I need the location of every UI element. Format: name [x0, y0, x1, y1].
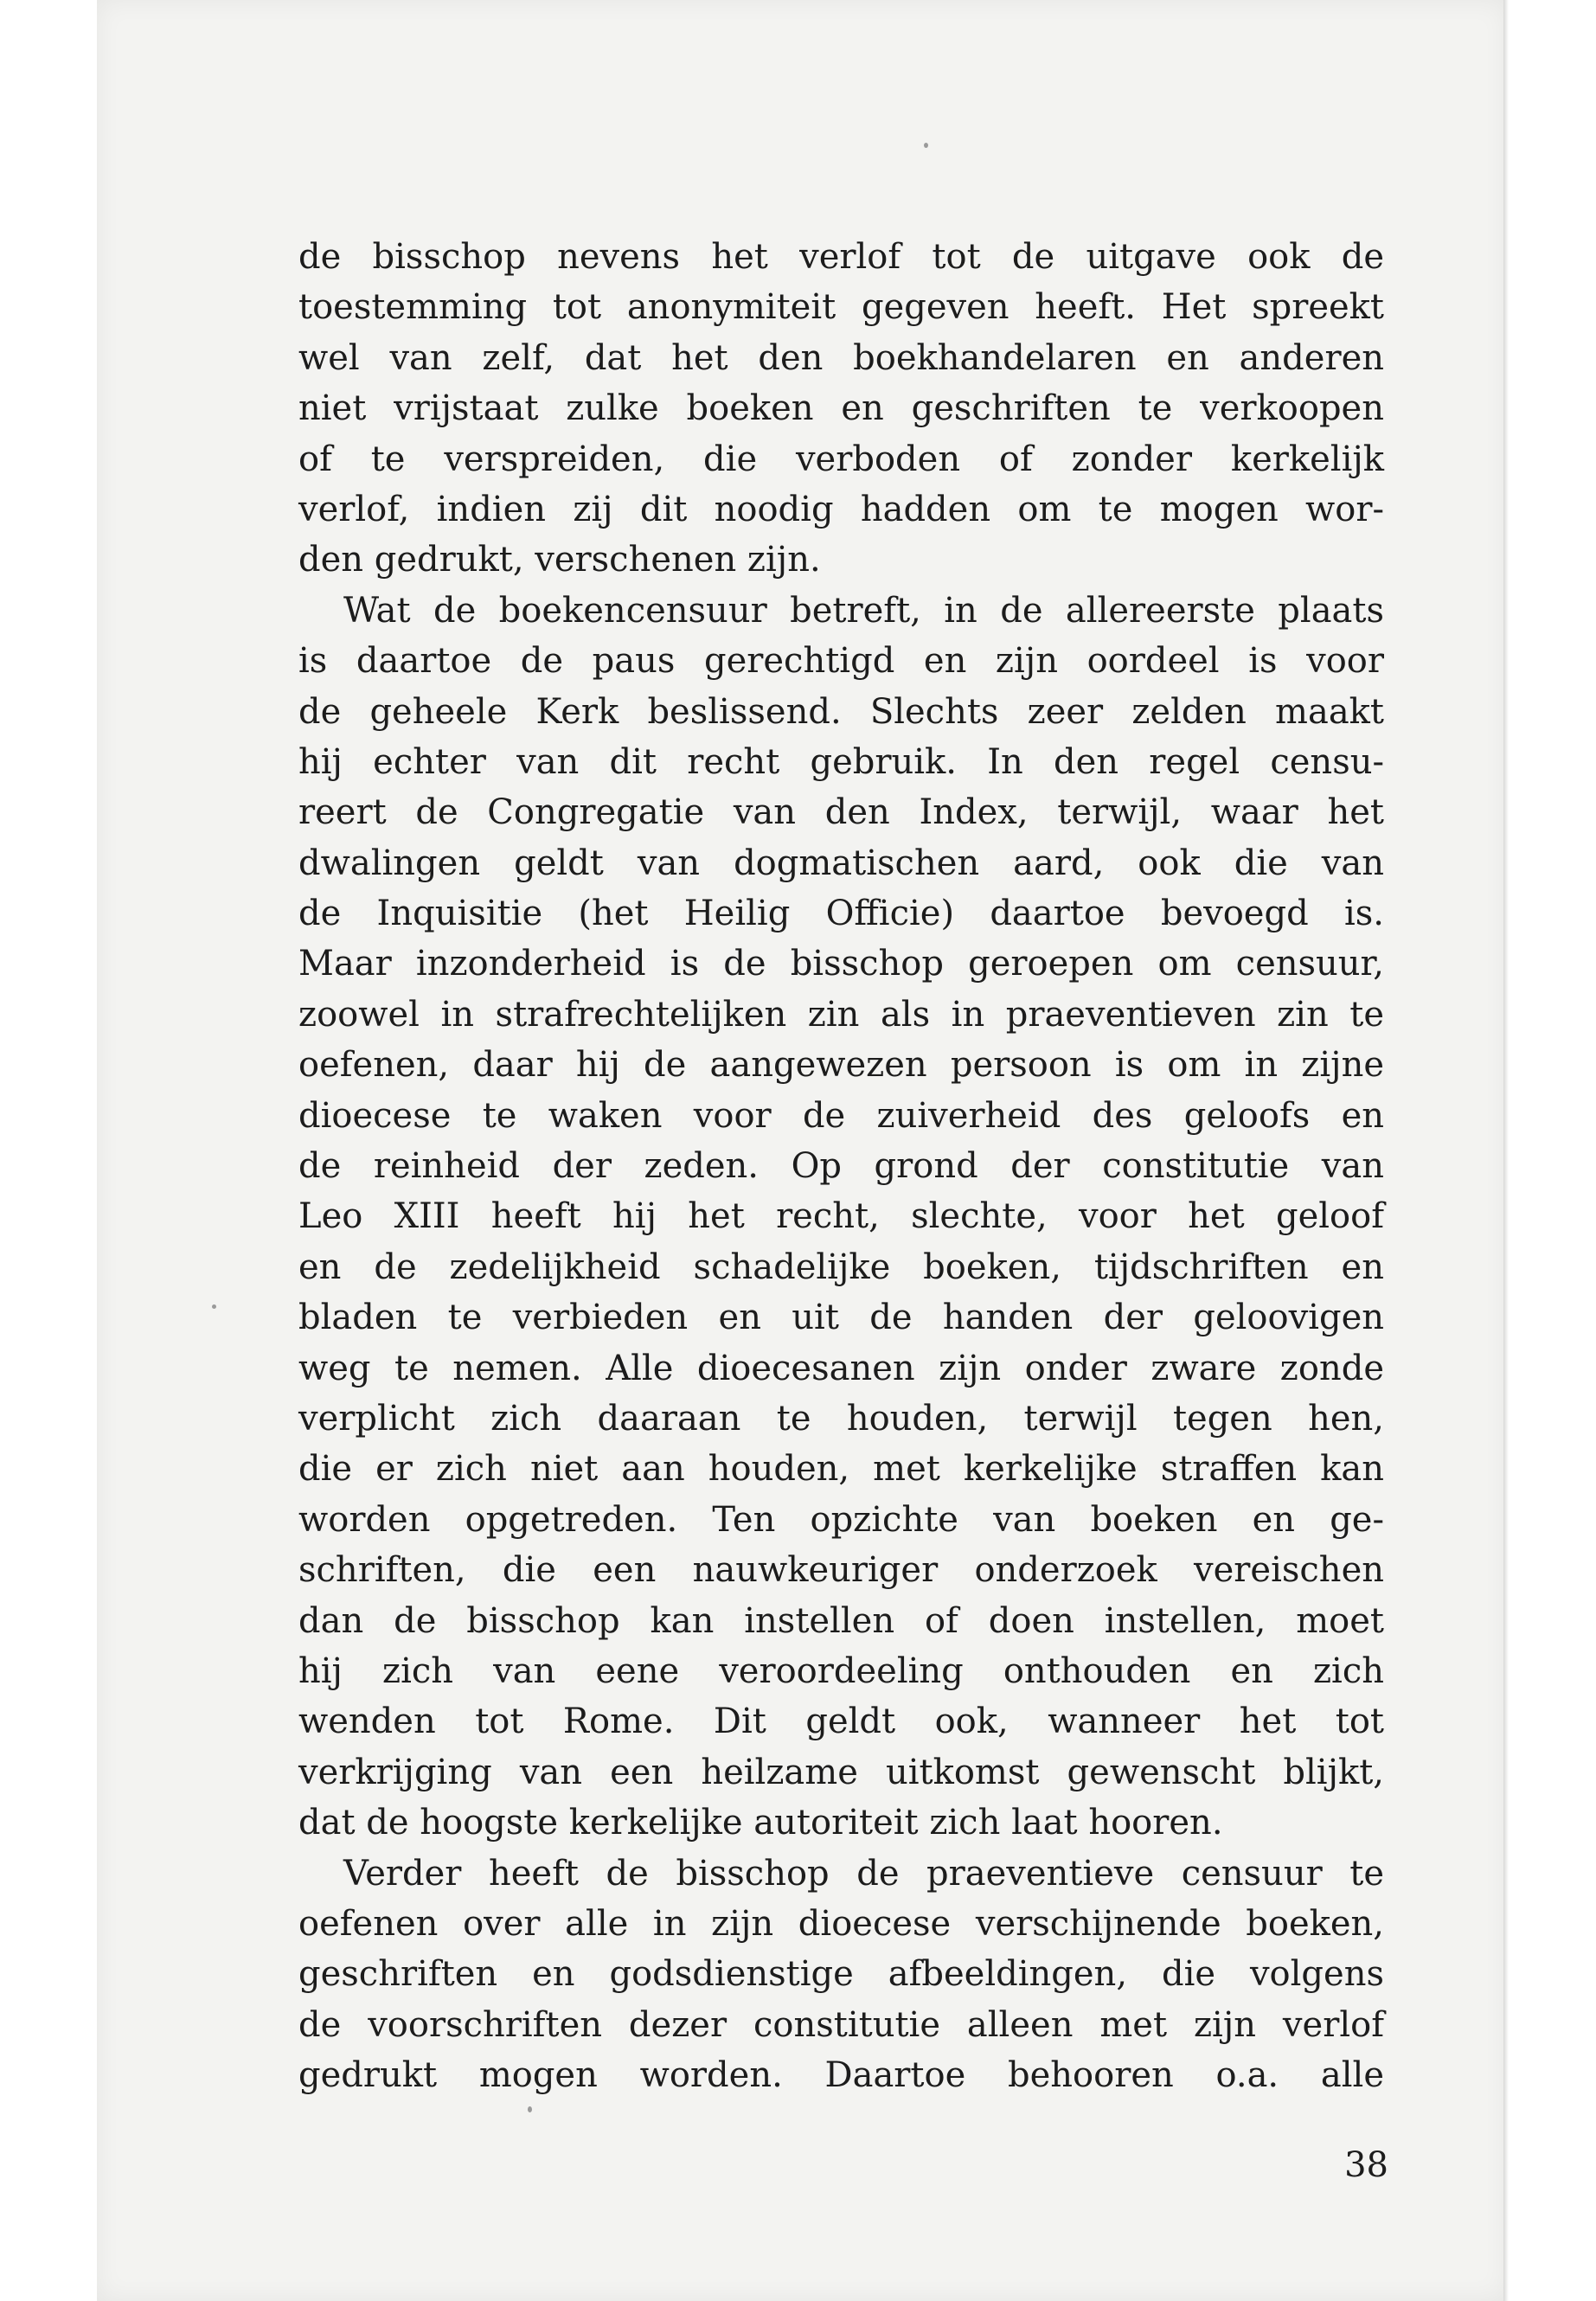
text-line: dioecese te waken voor de zuiverheid des geloofs en [298, 1095, 1384, 1136]
text-line: verlof, indien zij dit noodig hadden om te mogen wor- [298, 489, 1384, 529]
text-line: en de zedelijkheid schadelijke boeken, tijdschriften en [298, 1247, 1384, 1287]
text-line: oefenen, daar hij de aangewezen persoon is om in zijne [298, 1045, 1384, 1086]
text-line: de voorschriften dezer constitutie alleen met zijn verlof [298, 2004, 1384, 2045]
text-line: is daartoe de paus gerechtigd en zijn oordeel is voor [298, 641, 1384, 682]
text-line: de Inquisitie (het Heilig Officie) daartoe bevoegd is. [298, 894, 1384, 934]
text-line: Maar inzonderheid is de bisschop geroepen om censuur, [298, 944, 1384, 984]
page-edge [1503, 0, 1509, 2301]
text-line: zoowel in strafrechtelijken zin als in praeventieven zin te [298, 994, 1384, 1035]
text-line: die er zich niet aan houden, met kerkelijke straffen kan [298, 1449, 1384, 1490]
text-line: verkrijging van een heilzame uitkomst gewenscht blijkt, [298, 1752, 1384, 1792]
text-line: den gedrukt, verschenen zijn. [298, 540, 821, 580]
text-line: schriften, die een nauwkeuriger onderzoek vereischen [298, 1550, 1384, 1591]
text-line: geschriften en godsdienstige afbeeldingen, die volgens [298, 1954, 1384, 1995]
text-line: worden opgetreden. Ten opzichte van boeken en ge- [298, 1499, 1384, 1540]
dust-speck [924, 143, 928, 148]
body-text [298, 232, 1384, 2100]
text-line: wenden tot Rome. Dit geldt ook, wanneer het tot [298, 1702, 1384, 1742]
dust-speck [528, 2106, 532, 2112]
text-line: niet vrijstaat zulke boeken en geschriften te verkoopen [298, 388, 1384, 429]
text-line: hij echter van dit recht gebruik. In den regel censu- [298, 741, 1384, 782]
text-line: de bisschop nevens het verlof tot de uitgave ook de [298, 237, 1384, 277]
text-line: dat de hoogste kerkelijke autoriteit zich laat hooren. [298, 1803, 1223, 1843]
text-line: wel van zelf, dat het den boekhandelaren en anderen [298, 337, 1384, 378]
text-line: Leo XIII heeft hij het recht, slechte, voor het geloof [298, 1196, 1384, 1237]
text-line: dwalingen geldt van dogmatischen aard, ook die van [298, 843, 1384, 883]
text-line: bladen te verbieden en uit de handen der geloovigen [298, 1298, 1384, 1338]
text-line: Wat de boekencensuur betreft, in de allereerste plaats [343, 590, 1384, 631]
text-line: weg te nemen. Alle dioecesanen zijn onder zware zonde [298, 1348, 1384, 1388]
text-line: dan de bisschop kan instellen of doen instellen, moet [298, 1600, 1384, 1641]
text-line: gedrukt mogen worden. Daartoe behooren o.a. alle [298, 2055, 1384, 2096]
dust-speck [212, 1304, 216, 1309]
page-number: 38 [1344, 2145, 1388, 2185]
text-line: de reinheid der zeden. Op grond der constitutie van [298, 1146, 1384, 1187]
text-line: de geheele Kerk beslissend. Slechts zeer zelden maakt [298, 691, 1384, 732]
text-line: verplicht zich daaraan te houden, terwijl tegen hen, [298, 1398, 1384, 1439]
text-line: reert de Congregatie van den Index, terwijl, waar het [298, 792, 1384, 833]
text-line: of te verspreiden, die verboden of zonder kerkelijk [298, 439, 1384, 479]
text-line: toestemming tot anonymiteit gegeven heeft. Het spreekt [298, 287, 1384, 328]
text-line: oefenen over alle in zijn dioecese verschijnende boeken, [298, 1903, 1384, 1944]
text-line: Verder heeft de bisschop de praeventieve censuur te [343, 1853, 1384, 1894]
text-line: hij zich van eene veroordeeling onthouden en zich [298, 1650, 1384, 1691]
